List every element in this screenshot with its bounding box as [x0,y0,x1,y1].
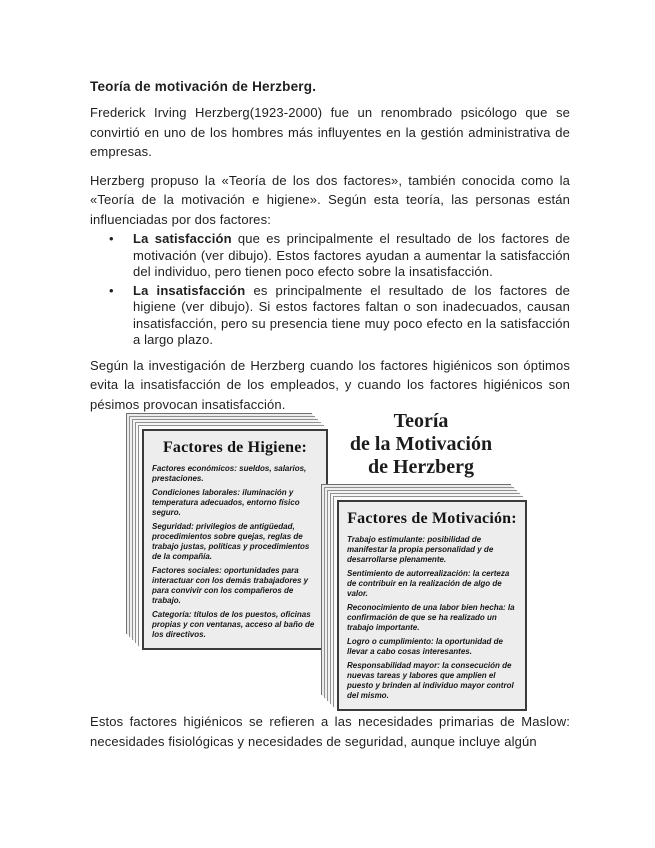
bullet-lead-satisfaccion: La satisfacción [133,231,232,246]
page-title: Teoría de motivación de Herzberg. [90,79,317,94]
hygiene-item-economicos: Factores económicos: sueldos, salarios, prestaciones. [152,464,307,483]
motivation-item-trabajo: Trabajo estimulante: posibilidad de manifestar la propia personalidad y de desarrollarse plenamente. [347,535,494,564]
hygiene-item-sociales: Factores sociales: oportunidades para interactuar con los demás trabajadores y para convivir con los compañeros de trabajo. [152,566,309,605]
motivation-item-reconocimiento: Reconocimiento de una labor bien hecha: la confirmación de que se ha realizado un trabajo importante. [347,603,515,632]
paragraph-intro: Frederick Irving Herzberg(1923-2000) fue un renombrado psicólogo que se convirtió en uno de los hombres más influyentes en la gestión administrativa de empresas. [90,105,570,159]
paragraph-two-factors: Herzberg propuso la «Teoría de los dos factores», también conocida como la «Teoría de la motivación e higiene». Según esta teoría, las personas están influenciadas por dos factores: [90,172,570,227]
herzberg-diagram [90,410,570,700]
hygiene-item-condiciones: Condiciones laborales: iluminación y temperatura adecuados, entorno físico seguro. [152,488,300,517]
motivation-item-logro: Logro o cumplimiento: la oportunidad de llevar a cabo cosas interesantes. [347,637,503,656]
diagram-title [321,410,521,479]
motivation-card-heading: Factores de Motivación: [347,510,517,527]
hygiene-item-seguridad: Seguridad: privilegios de antigüedad, procedimientos sobre quejas, reglas de trabajo justas, políticas y procedimientos de la compañía. [152,522,310,561]
paragraph-maslow: Estos factores higiénicos se refieren a las necesidades primarias de Maslow: necesidades fisiológicas y necesidades de seguridad, aunque incluye algún [90,714,570,749]
bullet-text-satisfaccion: que es principalmente el resultado de los factores de motivación (ver dibujo). Estos factores ayudan a aumentar la satisfacción del individuo, pero tienen poco efecto sobre la insatisfacción. [133,231,570,279]
diagram-title-line-3: de Herzberg [367,456,475,478]
bullet-text-insatisfaccion: es principalmente el resultado de los factores de higiene (ver dibujo). Si estos factores faltan o son inadecuados, causan insatisfacción, pero su presencia tiene muy poco efecto en la satisfacción a largo plazo. [133,282,571,347]
list-item-satisfaccion [133,231,570,281]
motivation-item-responsabilidad: Responsabilidad mayor: la consecución de nuevas tareas y labores que amplíen el puesto y brinden al individuo mayor control del mismo. [347,661,514,700]
bullet-lead-insatisfaccion: La insatisfacción [133,282,246,298]
motivation-factors-card [337,500,527,711]
motivation-item-autorrealizacion: Sentimiento de autorrealización: la certeza de contribuir en la realización de algo de valor. [347,569,510,598]
factors-bullet-list [90,231,570,349]
list-item-insatisfaccion [133,283,570,349]
hygiene-item-categoria: Categoría: títulos de los puestos, oficinas propias y con ventanas, acceso al baño de los directivos. [152,610,315,639]
diagram-title-line-1: Teoría [393,410,449,432]
paragraph-research: Según la investigación de Herzberg cuando los factores higiénicos son óptimos evita la insatisfacción de los empleados, y cuando los factores higiénicos son pésimos provocan insatisfacción. [90,357,570,412]
hygiene-factors-card [142,429,328,650]
hygiene-card-heading: Factores de Higiene: [162,439,308,456]
diagram-title-line-2: de la Motivación [349,433,493,455]
